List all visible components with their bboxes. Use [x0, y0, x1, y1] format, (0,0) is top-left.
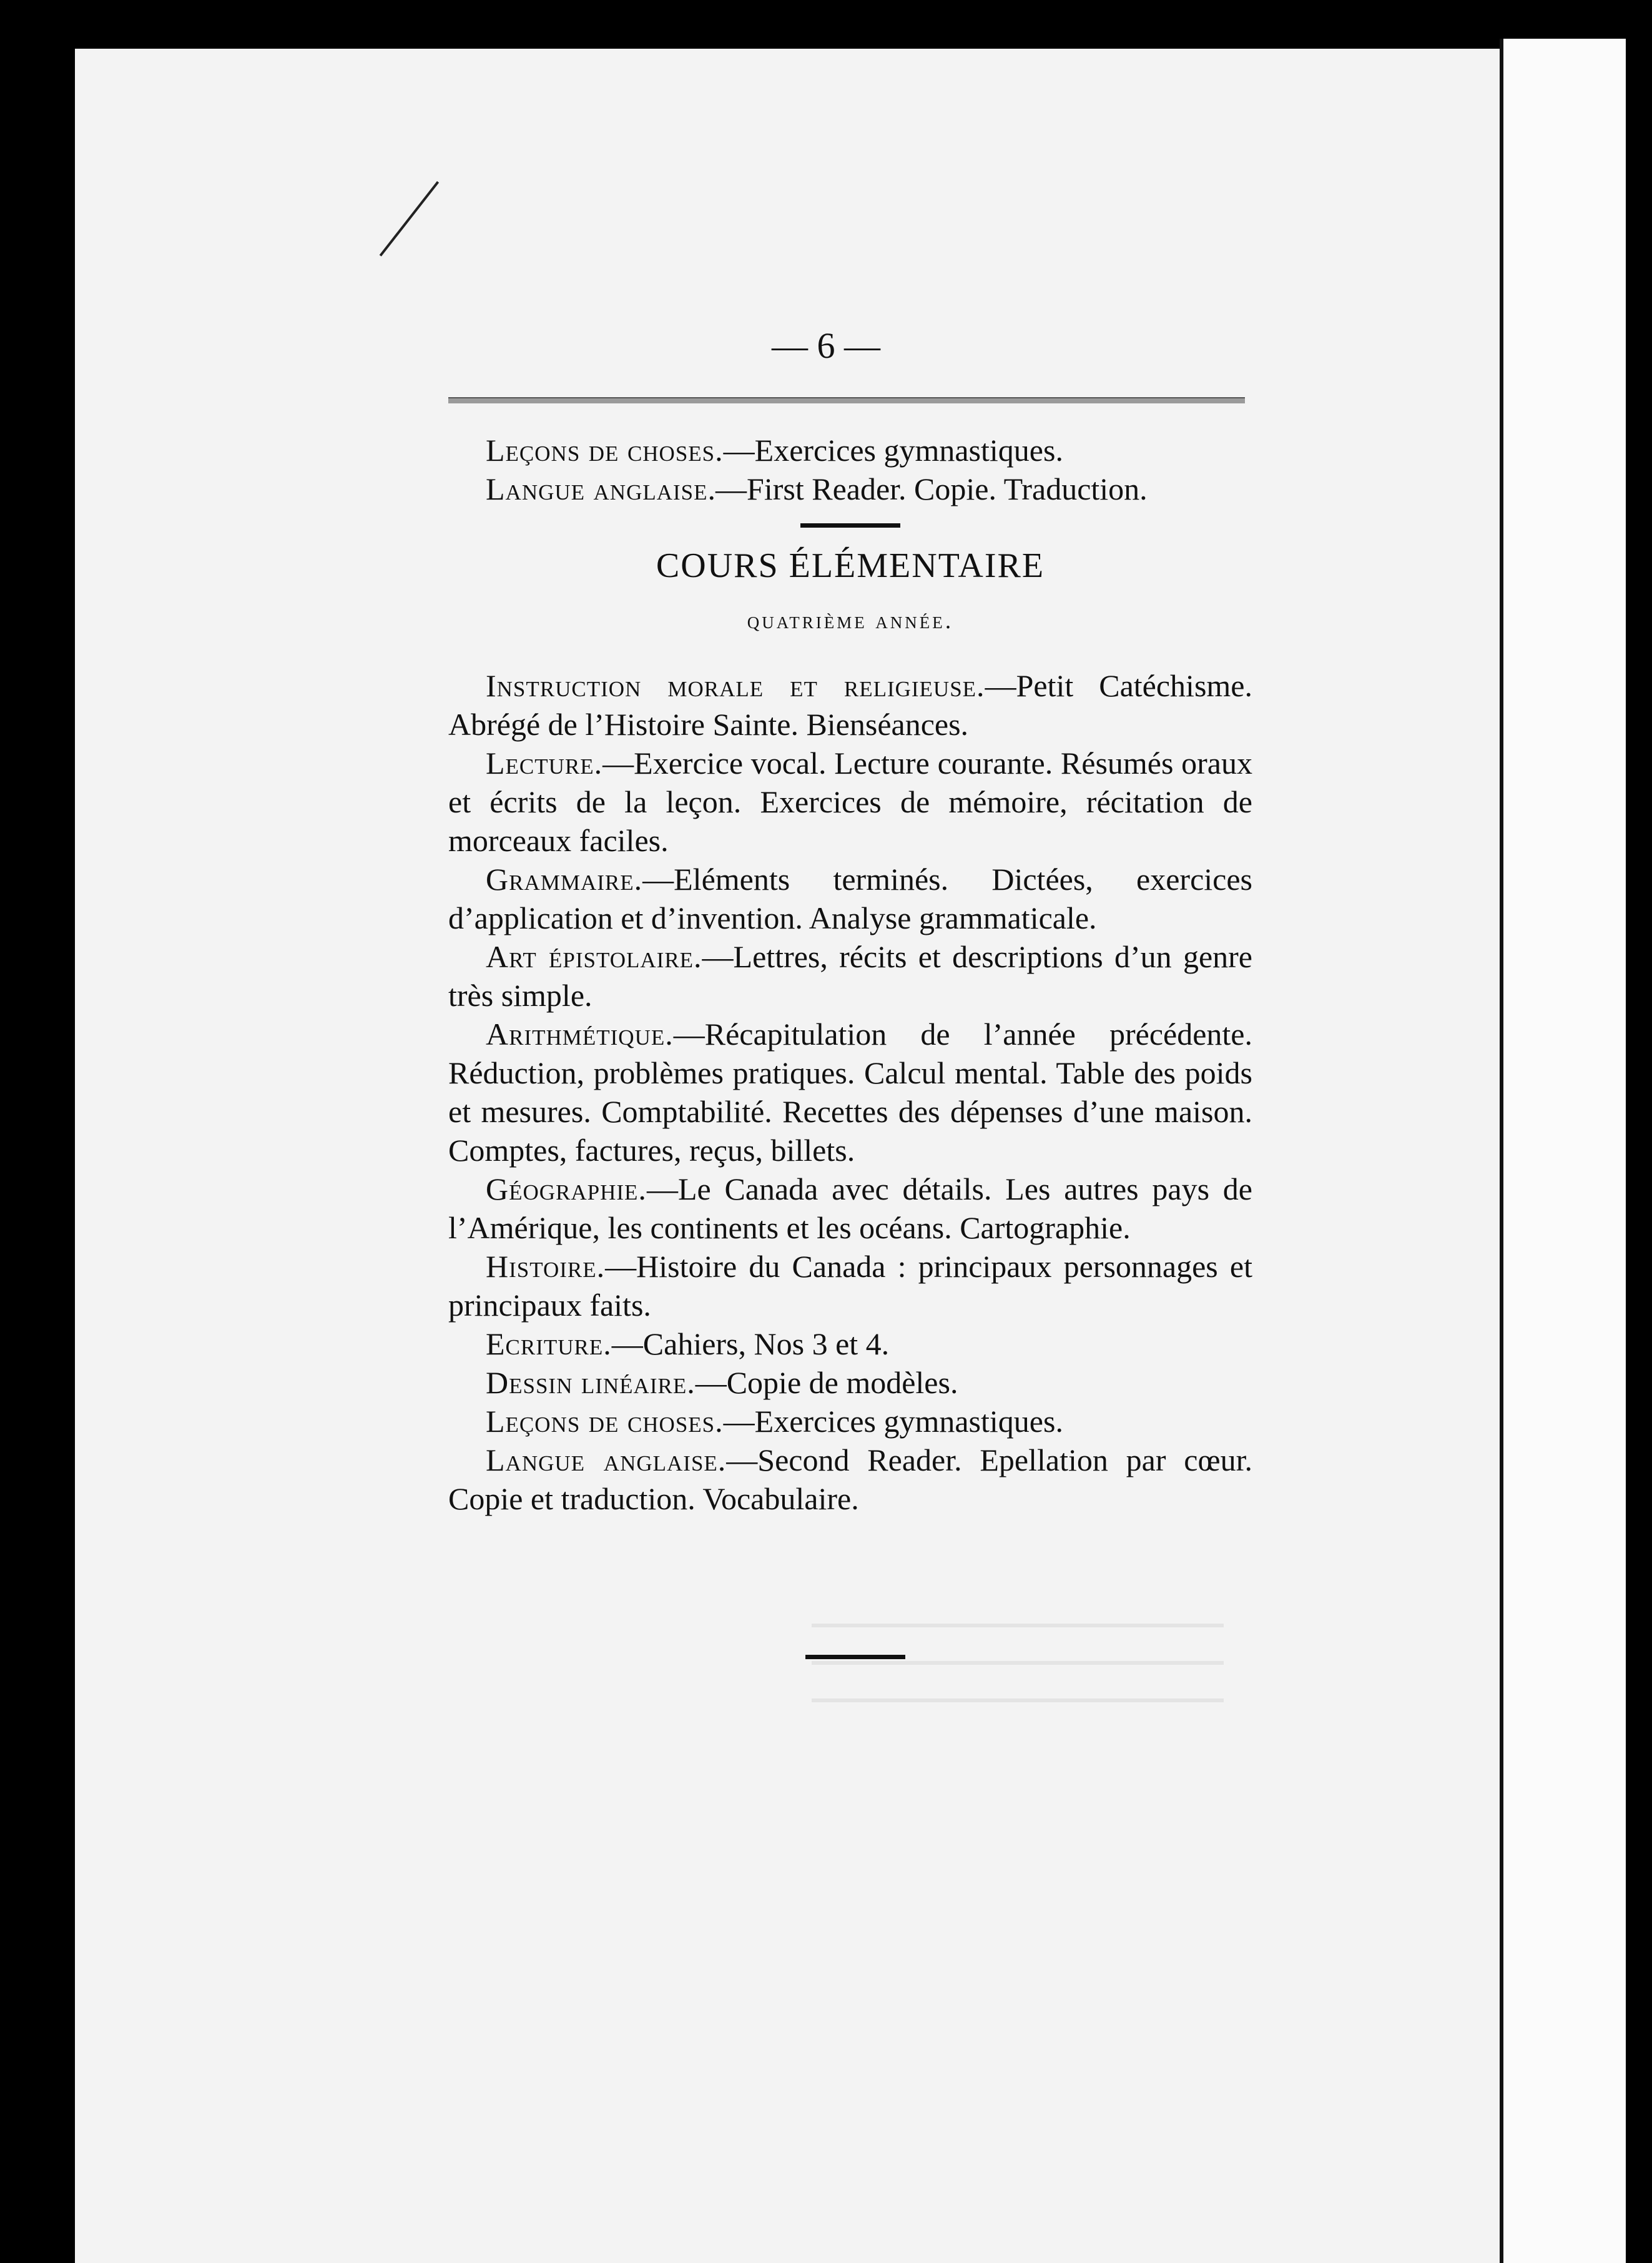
paragraph-text: —Histoire du Canada : principaux personnages et principaux faits. [448, 1249, 1252, 1323]
paragraph-lecons-de-choses [448, 1402, 1252, 1441]
paragraph-label: Grammaire. [486, 862, 643, 897]
header-rule [448, 397, 1245, 403]
paragraph-text: —Eléments terminés. Dictées, exercices d’application et d’invention. Analyse grammaticale. [448, 862, 1252, 935]
end-divider [805, 1655, 905, 1659]
paragraph-text: —Cahiers, Nos 3 et 4. [611, 1326, 890, 1361]
paragraph-label: Ecriture. [486, 1326, 612, 1361]
intro-line-1-label: Leçons de choses. [486, 433, 724, 468]
paragraph-label: Géographie. [486, 1171, 647, 1206]
paragraph-label: Histoire. [486, 1249, 606, 1284]
section-title: COURS ÉLÉMENTAIRE [656, 546, 1045, 585]
paragraph-text: —Exercice vocal. Lecture courante. Résumés oraux et écrits de la leçon. Exercices de mémoire, récitation de morceaux faciles. [448, 746, 1252, 858]
paragraph-ecriture [448, 1324, 1252, 1363]
intro-line-2-label: Langue anglaise [486, 471, 708, 506]
paragraph-arithmetique [448, 1015, 1252, 1170]
paragraph-label: Dessin linéaire. [486, 1365, 696, 1400]
paragraph-text: —Second Reader. Epellation par cœur. Copie et traduction. Vocabulaire. [448, 1442, 1252, 1516]
subsection-title: quatrième année. [747, 608, 954, 634]
paragraph-text: —Récapitulation de l’année précédente. Réduction, problèmes pratiques. Calcul mental. Table des poids et mesures. Comptabilité. Recettes des dépenses d’une maison. Comptes, factures, reçus, billets. [448, 1017, 1252, 1168]
paragraph-geographie [448, 1170, 1252, 1247]
paragraph-text: —Petit Catéchisme. Abrégé de l’Histoire Sainte. Bienséances. [448, 668, 1252, 742]
paragraph-langue-anglaise [448, 1441, 1252, 1518]
paragraph-dessin [448, 1363, 1252, 1402]
paragraph-label: Arithmétique. [486, 1017, 674, 1052]
paragraph-label: Langue anglaise. [486, 1442, 727, 1477]
paragraph-label: Instruction morale et religieuse. [486, 668, 985, 703]
intro-line-2 [448, 470, 1252, 508]
paragraph-instruction [448, 666, 1252, 744]
paragraph-label: Art épistolaire. [486, 939, 702, 974]
paragraph-label: Leçons de choses. [486, 1404, 724, 1439]
section-divider [800, 523, 900, 528]
paragraph-label: Lecture. [486, 746, 603, 781]
document-body [448, 431, 1252, 1518]
paragraph-art-epistolaire [448, 937, 1252, 1015]
paragraph-text: —Lettres, récits et descriptions d’un genre très simple. [448, 939, 1252, 1013]
page-number: — 6 — [772, 325, 880, 366]
show-through-bleed [812, 1624, 1224, 1736]
paragraph-text: —Exercices gymnastiques. [723, 1404, 1063, 1439]
paragraph-text: —Le Canada avec détails. Les autres pays de l’Amérique, les continents et les océans. Cartographie. [448, 1171, 1252, 1245]
intro-line-2-text: .—First Reader. Copie. Traduction. [707, 471, 1148, 506]
paragraph-lecture [448, 744, 1252, 860]
intro-line-1-text: —Exercices gymnastiques. [723, 433, 1063, 468]
adjacent-page-strip [1503, 39, 1626, 2263]
paragraph-grammaire [448, 860, 1252, 937]
paragraph-histoire [448, 1247, 1252, 1324]
intro-line-1 [448, 431, 1252, 470]
paragraph-text: —Copie de modèles. [695, 1365, 958, 1400]
